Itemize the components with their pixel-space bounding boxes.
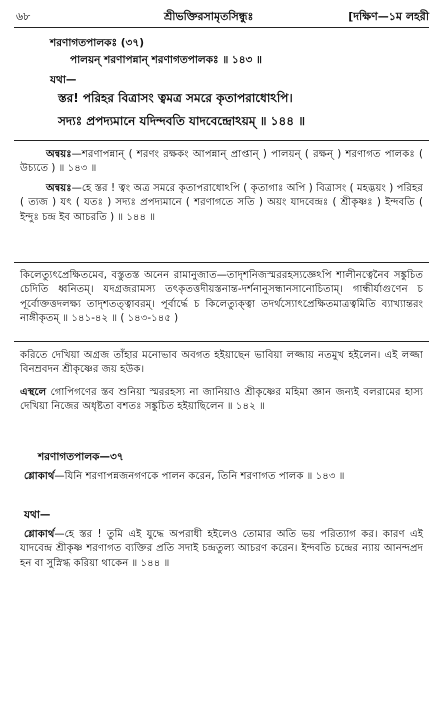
commentary-paragraph: কিলেত্যুৎপ্রেক্ষিতমেব, বস্তুতস্ত অনেন রামানুজাত—তাদৃশনিজস্মররহস্যজ্ঞেঽপি শালীনত্বেনৈব সঙ্কুচিত চেদিতি ধ্বনিতম্। যদগ্রজরামস্য তৎকৃতত্তদীয়স্তনান্ত-দর্শনানুসন্ধানসানোচিতাম্। গান্ধীর্যাগুণেন চ পূর্বোক্তত্তদলক্ষ্য তাদৃশতত্ত্বাবরম্। পূর্বার্দ্ধে চ কিলেত্যুক্ত্বা তদর্থস্যোৎপ্রেক্ষিতমাত্রত্বমিতি ব্যাখ্যান্তরং নাঙ্গীকৃতম্ ॥ ১৪১-৪২ ॥ ( ১৪৩-১৪৫ ) [20, 270, 423, 325]
section-rule-1 [14, 140, 429, 141]
anvaya-paragraph-2 [20, 182, 423, 225]
sloka-label-1: শ্লোকার্থ [24, 471, 55, 482]
sloka-text-1: —যিনি শরণাপন্নজনগণকে পালন করেন, তিনি শরণাগত পালক ॥ ১৪৩ ॥ [54, 471, 345, 482]
header-rule [14, 27, 429, 28]
anvaya-text-2: —হে স্তর ! ত্বং অত্র সমরে কৃতাপরাধোঽপি ( কৃতাগাঃ অপি ) বিত্রাসং ( মহদ্ভয়ং ) পরিহর ( ত্যজ ) যৎ ( যতঃ ) সদ্যঃ প্রপদ্যমানে ( শরণাগতে সতি ) অয়ং যাদবেন্দ্রঃ ( শ্রীকৃষ্ণঃ ) ইন্দবতি ( ইন্দুঃ চন্দ্র ইব আচরতি ) ॥ ১৪৪ ॥ [20, 183, 423, 223]
chapter-label: [দক্ষিণ—১ম লহরী [348, 10, 429, 23]
section-rule-2 [14, 262, 429, 263]
sloka-text-2: —হে স্তর ! তুমি এই যুদ্ধে অপরাধী হইলেও তোমার অতি ভয় পরিত্যাগ কর। কারণ এই যাদবেন্দ্র শ্রীকৃষ্ণ শরণাগত ব্যক্তির প্রতি সদাই চন্দ্রতুল্য আচরণ করেন। ইন্দবতি চন্দ্রের ন্যায় আনন্দপ্রদ হন বা সুস্নিগ্ধ করিয়া থাকেন ॥ ১৪৪ ॥ [20, 529, 423, 569]
verse-heading: শরণাগতপালকঃ (৩৭) [50, 37, 144, 49]
anvaya-label-1: অন্বয়ঃ [46, 149, 72, 160]
verse-yatha: যথা— [50, 74, 77, 86]
bengali-paragraph-2 [20, 386, 423, 415]
anvaya-label-2: অন্বয়ঃ [46, 183, 72, 194]
bengali-sloka-2 [20, 528, 423, 571]
bengali-sloka-1 [20, 470, 423, 484]
bengali-p2-text: গোপিগণের স্তব শুনিয়া স্মররহস্য না জানিয়াও শ্রীকৃষ্ণের মহিমা জ্ঞান জন্যই বলরামের হাস্য দেখিয়া নিজের অধৃষ্টতা বশতঃ সঙ্কুচিত হইয়াছিলেন ॥ ১৪২ ॥ [20, 387, 423, 413]
sloka-label-2: শ্লোকার্থ [24, 529, 55, 540]
bengali-yatha: যথা— [24, 509, 51, 521]
page-header [14, 8, 429, 24]
page-number: ৬৮ [16, 10, 31, 23]
book-title: শ্রীভক্তিরসামৃতসিন্ধুঃ [164, 10, 254, 23]
bengali-paragraph-1: করিতে দেখিয়া অগ্রজ তাঁহার মনোভাব অবগত হইয়াছেন ভাবিয়া লজ্জায় নতমুখ হইলেন। এই লজ্জা বিনম্রবদন শ্রীকৃষ্ণের জয় হউক। [20, 350, 423, 376]
bengali-heading: শরণাগতপালক—৩৭ [38, 451, 124, 463]
anvaya-paragraph-1 [20, 148, 423, 177]
verse-definition: পালয়ন্ শরণাপন্নান্ শরণাগতপালকঃ ॥ ১৪৩ ॥ [70, 54, 262, 66]
bengali-p2-label: এস্থলে [20, 387, 47, 398]
verse-line-2: সদ্যঃ প্রপদ্যমানে যদিন্দবতি যাদবেন্দ্রোঽয়ম্ ॥ ১৪৪ ॥ [58, 114, 305, 128]
section-rule-3 [14, 341, 429, 342]
anvaya-text-1: —শরণাপন্নান্ ( শরণং রক্ষকং আপন্নান্ প্রাপ্তান্ ) পালয়ন্ ( রক্ষন্ ) শরণাগত পালকঃ ( উচ্যতে ) ॥ ১৪৩ ॥ [20, 149, 423, 175]
verse-line-1: স্তর! পরিহর বিত্রাসং ত্বমত্র সমরে কৃতাপরাধোঽপি। [58, 91, 293, 105]
